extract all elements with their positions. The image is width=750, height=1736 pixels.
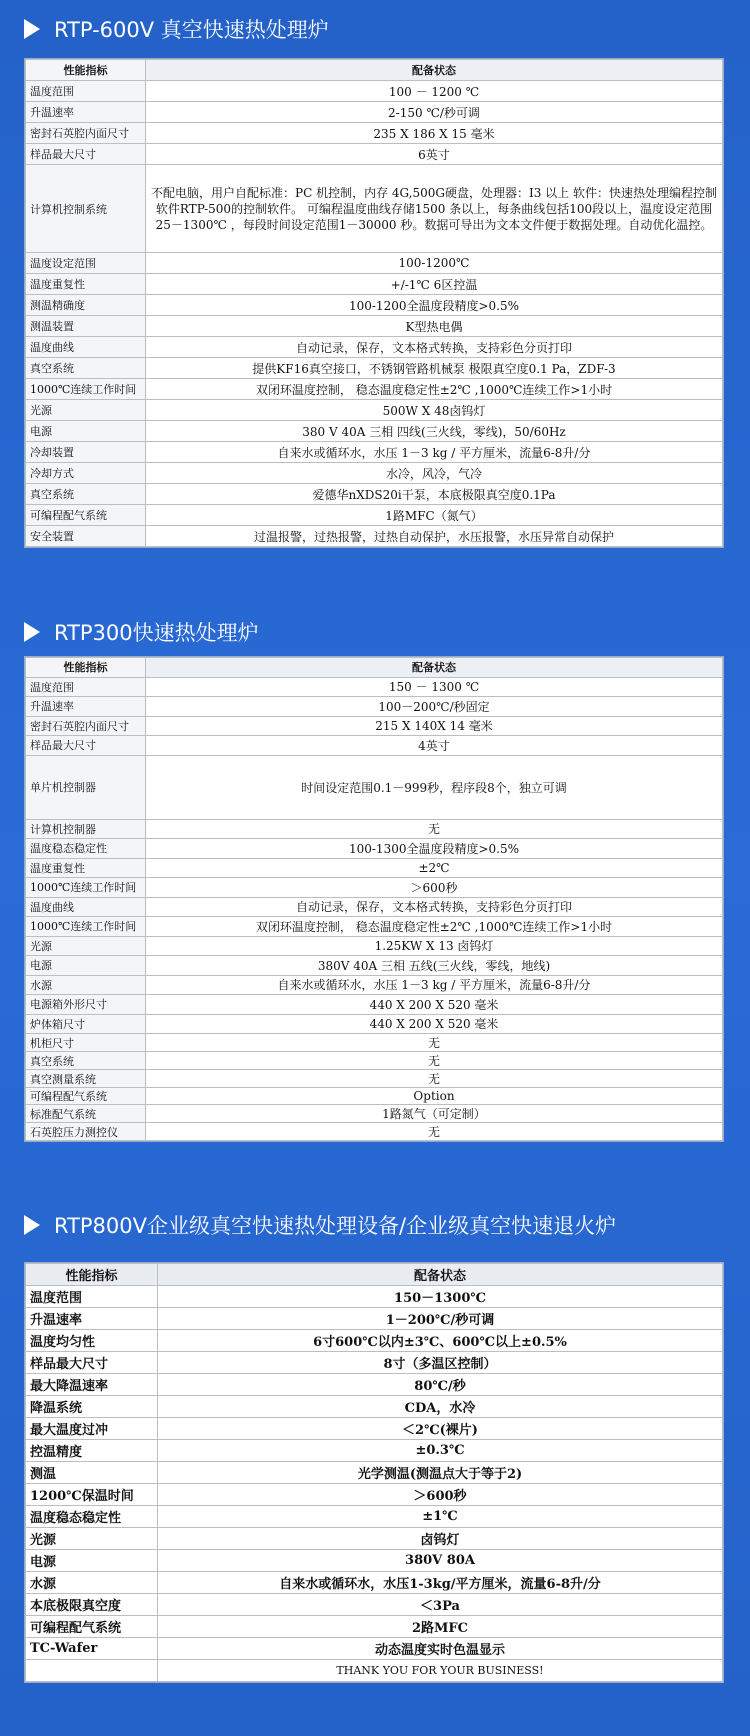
header-value-cell: 配备状态 [158, 1264, 723, 1286]
table-row [26, 819, 723, 839]
spec-value-cell: 100-1200℃ [146, 253, 723, 274]
table-row [26, 917, 723, 937]
table-row [26, 1550, 723, 1572]
table-header-row [26, 658, 723, 678]
spec-value-cell: ＞600秒 [146, 878, 723, 898]
spec-value-cell: 380V 40A 三相 五线(三火线，零线，地线) [146, 956, 723, 976]
spec-value-cell: 时间设定范围0.1－999秒，程序段8个，独立可调 [146, 755, 723, 819]
spec-value-cell: 2路MFC [158, 1616, 723, 1638]
spec-key-cell: 冷却方式 [26, 463, 146, 484]
table-row [26, 1374, 723, 1396]
spec-value-cell: 440 X 200 X 520 毫米 [146, 1014, 723, 1034]
spec-key-cell: 温度稳态稳定性 [26, 1506, 158, 1528]
spec-value-cell: ＞600秒 [158, 1484, 723, 1506]
table-row [26, 102, 723, 123]
spec-key-cell: 电源 [26, 956, 146, 976]
table-header-row [26, 1264, 723, 1286]
spec-key-cell: 可编程配气系统 [26, 1616, 158, 1638]
play-triangle-icon [24, 1215, 40, 1235]
spec-value-cell: 自来水或循环水，水压1-3kg/平方厘米，流量6-8升/分 [158, 1572, 723, 1594]
spec-value-cell: +/-1℃ 6区控温 [146, 274, 723, 295]
section-title-text: RTP-600V 真空快速热处理炉 [54, 18, 329, 42]
spec-value-cell: 自来水或循环水，水压 1－3 kg / 平方厘米，流量6-8升/分 [146, 442, 723, 463]
table-row [26, 81, 723, 102]
spec-value-cell: 过温报警，过热报警，过热自动保护，水压报警，水压异常自动保护 [146, 526, 723, 547]
spec-key-cell: 温度重复性 [26, 274, 146, 295]
spec-key-cell: 控温精度 [26, 1440, 158, 1462]
table-row [26, 1088, 723, 1105]
spec-value-cell: 100 － 1200 ℃ [146, 81, 723, 102]
spec-key-cell: 温度曲线 [26, 897, 146, 917]
spec-key-cell: 单片机控制器 [26, 755, 146, 819]
spec-value-cell: 双闭环温度控制， 稳态温度稳定性±2℃ ,1000℃连续工作>1小时 [146, 379, 723, 400]
spec-key-cell: 1000℃连续工作时间 [26, 917, 146, 937]
spec-key-cell: 密封石英腔内面尺寸 [26, 716, 146, 736]
spec-key-cell: 样品最大尺寸 [26, 736, 146, 756]
spec-key-cell: 测温精确度 [26, 295, 146, 316]
spec-value-cell: ±1℃ [158, 1506, 723, 1528]
spec-key-cell: 温度设定范围 [26, 253, 146, 274]
spec-key-cell [26, 1660, 158, 1682]
spec-key-cell: 可编程配气系统 [26, 505, 146, 526]
spec-table [25, 657, 723, 1141]
table-row [26, 1462, 723, 1484]
table-row [26, 379, 723, 400]
spec-value-cell: 500W X 48卤钨灯 [146, 400, 723, 421]
spec-value-cell: 380V 80A [158, 1550, 723, 1572]
spec-value-cell: 440 X 200 X 520 毫米 [146, 995, 723, 1015]
table-row [26, 858, 723, 878]
spec-key-cell: 真空系统 [26, 358, 146, 379]
spec-key-cell: 升温速率 [26, 102, 146, 123]
spec-key-cell: 密封石英腔内面尺寸 [26, 123, 146, 144]
table-row [26, 1572, 723, 1594]
spec-key-cell: 真空系统 [26, 484, 146, 505]
spec-key-cell: 石英腔压力测控仪 [26, 1123, 146, 1141]
spec-key-cell: 计算机控制器 [26, 819, 146, 839]
spec-value-cell: 无 [146, 1070, 723, 1088]
spec-key-cell: 温度范围 [26, 81, 146, 102]
section-title-rtp600v [0, 14, 750, 44]
section-title-rtp800v [0, 1210, 750, 1240]
table-row [26, 1286, 723, 1308]
table-row [26, 1506, 723, 1528]
table-row [26, 975, 723, 995]
play-triangle-icon [24, 19, 40, 39]
spec-value-cell: 水冷，风冷，气冷 [146, 463, 723, 484]
spec-value-cell: 无 [146, 1052, 723, 1070]
table-row [26, 677, 723, 697]
spec-value-cell: THANK YOU FOR YOUR BUSINESS! [158, 1660, 723, 1682]
table-row [26, 1396, 723, 1418]
spec-key-cell: 测温 [26, 1462, 158, 1484]
spec-key-cell: 可编程配气系统 [26, 1088, 146, 1105]
table-row [26, 442, 723, 463]
table-row [26, 316, 723, 337]
spec-key-cell: 真空系统 [26, 1052, 146, 1070]
spec-value-cell: 提供KF16真空接口，不锈钢管路机械泵 极限真空度0.1 Pa，ZDF-3 [146, 358, 723, 379]
spec-key-cell: 最大温度过冲 [26, 1418, 158, 1440]
spec-value-cell: 1路氮气（可定制） [146, 1105, 723, 1123]
spec-value-cell: 380 V 40A 三相 四线(三火线，零线)，50/60Hz [146, 421, 723, 442]
spec-value-cell: 1.25KW X 13 卤钨灯 [146, 936, 723, 956]
spec-table-rtp600v [24, 58, 724, 548]
table-row [26, 144, 723, 165]
spec-key-cell: 样品最大尺寸 [26, 1352, 158, 1374]
table-row [26, 1528, 723, 1550]
spec-table [25, 59, 723, 547]
spec-key-cell: 计算机控制系统 [26, 165, 146, 253]
spec-key-cell: 升温速率 [26, 697, 146, 717]
table-row [26, 463, 723, 484]
section-title-rtp300 [0, 617, 750, 647]
table-row [26, 1352, 723, 1374]
table-row [26, 1594, 723, 1616]
table-row [26, 897, 723, 917]
spec-key-cell: 电源 [26, 421, 146, 442]
spec-value-cell: 6英寸 [146, 144, 723, 165]
spec-value-cell: 215 X 140X 14 毫米 [146, 716, 723, 736]
table-row [26, 123, 723, 144]
table-row [26, 1034, 723, 1052]
spec-key-cell: 温度均匀性 [26, 1330, 158, 1352]
table-row [26, 274, 723, 295]
table-row [26, 1308, 723, 1330]
table-row [26, 736, 723, 756]
section-title-text: RTP300快速热处理炉 [54, 621, 259, 645]
spec-value-cell: 无 [146, 1034, 723, 1052]
table-row [26, 253, 723, 274]
spec-key-cell: 1000℃连续工作时间 [26, 379, 146, 400]
spec-value-cell: 100－200℃/秒固定 [146, 697, 723, 717]
spec-value-cell: 4英寸 [146, 736, 723, 756]
spec-value-cell: 2-150 ℃/秒可调 [146, 102, 723, 123]
spec-key-cell: 水源 [26, 1572, 158, 1594]
spec-value-cell: 150 － 1300 ℃ [146, 677, 723, 697]
spec-value-cell: 100-1300全温度段精度>0.5% [146, 839, 723, 859]
header-key-cell: 性能指标 [26, 1264, 158, 1286]
spec-value-cell: 无 [146, 1123, 723, 1141]
table-row [26, 400, 723, 421]
section-title-text: RTP800V企业级真空快速热处理设备/企业级真空快速退火炉 [54, 1214, 617, 1238]
spec-value-cell: 自动记录，保存，文本格式转换，支持彩色分页打印 [146, 897, 723, 917]
table-row [26, 1070, 723, 1088]
spec-key-cell: 水源 [26, 975, 146, 995]
spec-key-cell: 温度重复性 [26, 858, 146, 878]
table-row [26, 421, 723, 442]
spec-table-rtp800v [24, 1262, 724, 1683]
spec-value-cell: 80℃/秒 [158, 1374, 723, 1396]
spec-key-cell: 1200℃保温时间 [26, 1484, 158, 1506]
spec-value-cell: 双闭环温度控制， 稳态温度稳定性±2℃ ,1000℃连续工作>1小时 [146, 917, 723, 937]
header-value-cell: 配备状态 [146, 658, 723, 678]
spec-key-cell: 光源 [26, 936, 146, 956]
spec-key-cell: 光源 [26, 400, 146, 421]
table-row [26, 1440, 723, 1462]
spec-value-cell: 100-1200全温度段精度>0.5% [146, 295, 723, 316]
spec-value-cell: 自动记录，保存，文本格式转换，支持彩色分页打印 [146, 337, 723, 358]
table-row [26, 1052, 723, 1070]
table-row [26, 1330, 723, 1352]
spec-key-cell: 温度曲线 [26, 337, 146, 358]
spec-value-cell: 不配电脑，用户自配标准：PC 机控制，内存 4G,500G硬盘，处理器：I3 以上 软件：快速热处理编程控制软件RTP-500的控制软件。 可编程温度曲线存储1500 条以上，每条曲线包括100段以上，温度设定范围 25－1300℃ ，每段时间设定范围1－30000 秒。数据可导出为文本文件便于数据处理。自动优化温控。 [146, 165, 723, 253]
table-row [26, 956, 723, 976]
spec-key-cell: 安全装置 [26, 526, 146, 547]
spec-key-cell: 温度稳态稳定性 [26, 839, 146, 859]
header-key-cell: 性能指标 [26, 60, 146, 81]
spec-key-cell: 光源 [26, 1528, 158, 1550]
spec-value-cell: K型热电偶 [146, 316, 723, 337]
table-row [26, 839, 723, 859]
spec-key-cell: TC-Wafer [26, 1638, 158, 1660]
table-row [26, 484, 723, 505]
spec-key-cell: 升温速率 [26, 1308, 158, 1330]
spec-table [25, 1263, 723, 1682]
table-row [26, 716, 723, 736]
spec-value-cell: 150－1300℃ [158, 1286, 723, 1308]
header-value-cell: 配备状态 [146, 60, 723, 81]
table-row [26, 1638, 723, 1660]
spec-value-cell: 6寸600℃以内±3℃、600℃以上±0.5% [158, 1330, 723, 1352]
spec-key-cell: 降温系统 [26, 1396, 158, 1418]
table-row [26, 755, 723, 819]
spec-key-cell: 标准配气系统 [26, 1105, 146, 1123]
spec-key-cell: 本底极限真空度 [26, 1594, 158, 1616]
spec-value-cell: Option [146, 1088, 723, 1105]
header-key-cell: 性能指标 [26, 658, 146, 678]
table-row [26, 1105, 723, 1123]
play-triangle-icon [24, 622, 40, 642]
table-row [26, 878, 723, 898]
spec-value-cell: 8寸（多温区控制） [158, 1352, 723, 1374]
table-row [26, 697, 723, 717]
table-row [26, 995, 723, 1015]
spec-key-cell: 1000℃连续工作时间 [26, 878, 146, 898]
spec-value-cell: ＜2℃(裸片) [158, 1418, 723, 1440]
spec-value-cell: 自来水或循环水，水压 1－3 kg / 平方厘米，流量6-8升/分 [146, 975, 723, 995]
table-row [26, 1660, 723, 1682]
table-row [26, 1418, 723, 1440]
spec-value-cell: CDA，水冷 [158, 1396, 723, 1418]
table-row [26, 358, 723, 379]
spec-value-cell: 1－200℃/秒可调 [158, 1308, 723, 1330]
spec-value-cell: 无 [146, 819, 723, 839]
table-header-row [26, 60, 723, 81]
spec-key-cell: 测温装置 [26, 316, 146, 337]
spec-key-cell: 真空测量系统 [26, 1070, 146, 1088]
table-row [26, 1123, 723, 1141]
spec-key-cell: 样品最大尺寸 [26, 144, 146, 165]
spec-value-cell: 光学测温(测温点大于等于2) [158, 1462, 723, 1484]
spec-value-cell: 爱德华nXDS20i干泵，本底极限真空度0.1Pa [146, 484, 723, 505]
table-row [26, 337, 723, 358]
spec-table-rtp300 [24, 656, 724, 1142]
table-row [26, 1014, 723, 1034]
table-row [26, 936, 723, 956]
table-row [26, 505, 723, 526]
table-row [26, 526, 723, 547]
table-row [26, 1616, 723, 1638]
spec-value-cell: ±0.3℃ [158, 1440, 723, 1462]
spec-key-cell: 冷却装置 [26, 442, 146, 463]
spec-value-cell: ±2℃ [146, 858, 723, 878]
spec-value-cell: ＜3Pa [158, 1594, 723, 1616]
spec-value-cell: 卤钨灯 [158, 1528, 723, 1550]
spec-key-cell: 电源 [26, 1550, 158, 1572]
spec-value-cell: 1路MFC（氮气） [146, 505, 723, 526]
spec-key-cell: 温度范围 [26, 1286, 158, 1308]
table-row [26, 165, 723, 253]
spec-key-cell: 最大降温速率 [26, 1374, 158, 1396]
spec-key-cell: 温度范围 [26, 677, 146, 697]
spec-value-cell: 235 X 186 X 15 毫米 [146, 123, 723, 144]
table-row [26, 1484, 723, 1506]
spec-key-cell: 炉体箱尺寸 [26, 1014, 146, 1034]
table-row [26, 295, 723, 316]
spec-key-cell: 机柜尺寸 [26, 1034, 146, 1052]
spec-value-cell: 动态温度实时色温显示 [158, 1638, 723, 1660]
spec-key-cell: 电源箱外形尺寸 [26, 995, 146, 1015]
